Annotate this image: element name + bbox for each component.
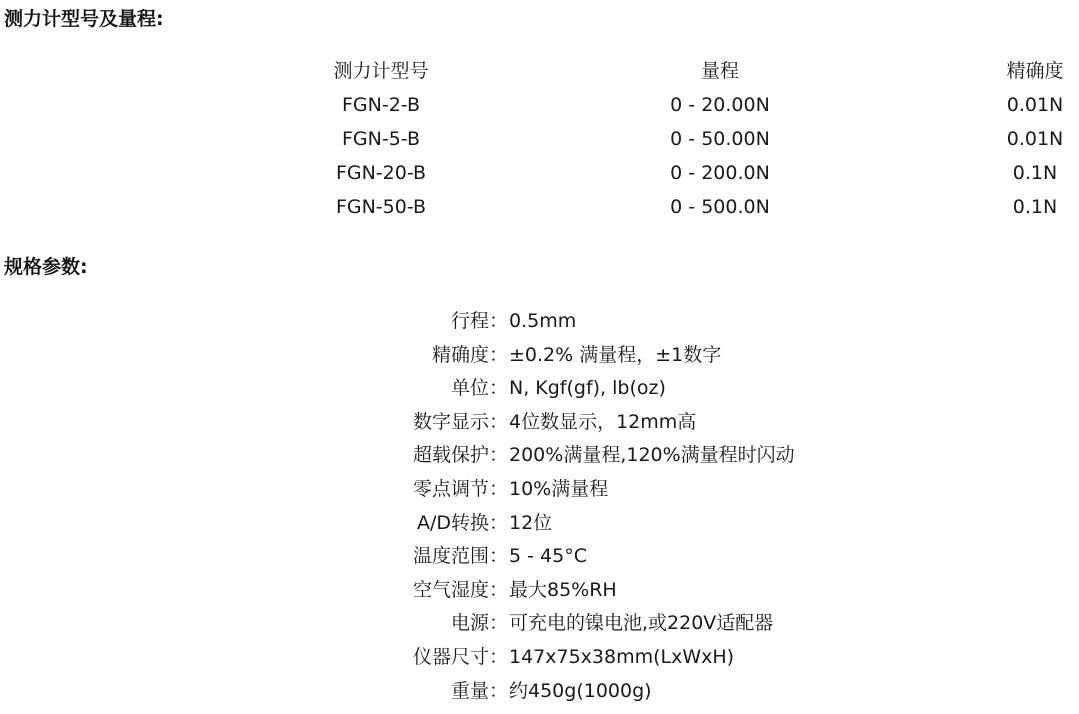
spec-value: 10%满量程 bbox=[509, 477, 609, 500]
spec-value: N, Kgf(gf), lb(oz) bbox=[509, 377, 666, 400]
model-range-table bbox=[0, 57, 1079, 227]
specs-section-title: 规格参数: bbox=[4, 256, 88, 278]
range-cell: 0 - 20.00N bbox=[670, 94, 770, 116]
spec-item-ad-conversion bbox=[0, 509, 1079, 543]
precision-cell: 0.01N bbox=[1006, 128, 1064, 150]
range-cell: 0 - 200.0N bbox=[670, 162, 770, 184]
spec-item-temperature bbox=[0, 542, 1079, 576]
spec-value: 0.5mm bbox=[509, 310, 577, 332]
table-row bbox=[0, 193, 1079, 227]
spec-label: 重量： bbox=[450, 679, 508, 702]
spec-item-zero-adjust bbox=[0, 475, 1079, 509]
precision-cell: 0.1N bbox=[1012, 196, 1058, 218]
spec-list bbox=[0, 307, 1079, 710]
model-cell: FGN-50-B bbox=[335, 196, 427, 218]
spec-value: 147x75x38mm(LxWxH) bbox=[509, 645, 735, 668]
spec-label: A/D转换： bbox=[416, 511, 508, 534]
models-section-title: 测力计型号及量程: bbox=[4, 8, 164, 30]
spec-label: 温度范围： bbox=[412, 545, 508, 568]
spec-label: 仪器尺寸： bbox=[412, 645, 508, 668]
spec-label: 电源： bbox=[450, 612, 508, 635]
spec-label: 精确度： bbox=[431, 343, 508, 366]
spec-value: 约450g(1000g) bbox=[509, 679, 652, 702]
header-precision: 精确度 bbox=[1006, 60, 1064, 82]
spec-label: 数字显示： bbox=[412, 410, 508, 433]
spec-label: 单位： bbox=[450, 377, 508, 400]
spec-item-dimensions bbox=[0, 643, 1079, 677]
precision-cell: 0.01N bbox=[1006, 94, 1064, 116]
model-cell: FGN-5-B bbox=[341, 128, 421, 150]
spec-value: ±0.2% 满量程，±1数字 bbox=[509, 343, 722, 366]
header-model: 测力计型号 bbox=[333, 60, 429, 82]
spec-value: 最大85%RH bbox=[509, 578, 617, 601]
spec-item-stroke bbox=[0, 307, 1079, 341]
spec-value: 12位 bbox=[509, 511, 553, 534]
spec-value: 5 - 45°C bbox=[509, 545, 587, 568]
table-header-row bbox=[0, 57, 1079, 91]
spec-label: 空气湿度： bbox=[412, 578, 508, 601]
header-range: 量程 bbox=[700, 60, 739, 82]
table-row bbox=[0, 159, 1079, 193]
model-cell: FGN-20-B bbox=[335, 162, 427, 184]
spec-item-weight bbox=[0, 677, 1079, 711]
precision-cell: 0.1N bbox=[1012, 162, 1058, 184]
spec-item-accuracy bbox=[0, 341, 1079, 375]
spec-label: 超载保护： bbox=[412, 444, 508, 467]
spec-label: 零点调节： bbox=[412, 477, 508, 500]
spec-item-power bbox=[0, 609, 1079, 643]
range-cell: 0 - 500.0N bbox=[670, 196, 770, 218]
spec-label: 行程： bbox=[450, 310, 508, 332]
spec-item-humidity bbox=[0, 576, 1079, 610]
spec-value: 200%满量程,120%满量程时闪动 bbox=[509, 444, 795, 467]
spec-item-overload bbox=[0, 441, 1079, 475]
spec-item-display bbox=[0, 408, 1079, 442]
spec-value: 可充电的镍电池,或220V适配器 bbox=[509, 612, 774, 635]
model-cell: FGN-2-B bbox=[341, 94, 421, 116]
table-row bbox=[0, 91, 1079, 125]
range-cell: 0 - 50.00N bbox=[670, 128, 770, 150]
table-row bbox=[0, 125, 1079, 159]
spec-value: 4位数显示，12mm高 bbox=[509, 410, 697, 433]
spec-item-units bbox=[0, 374, 1079, 408]
